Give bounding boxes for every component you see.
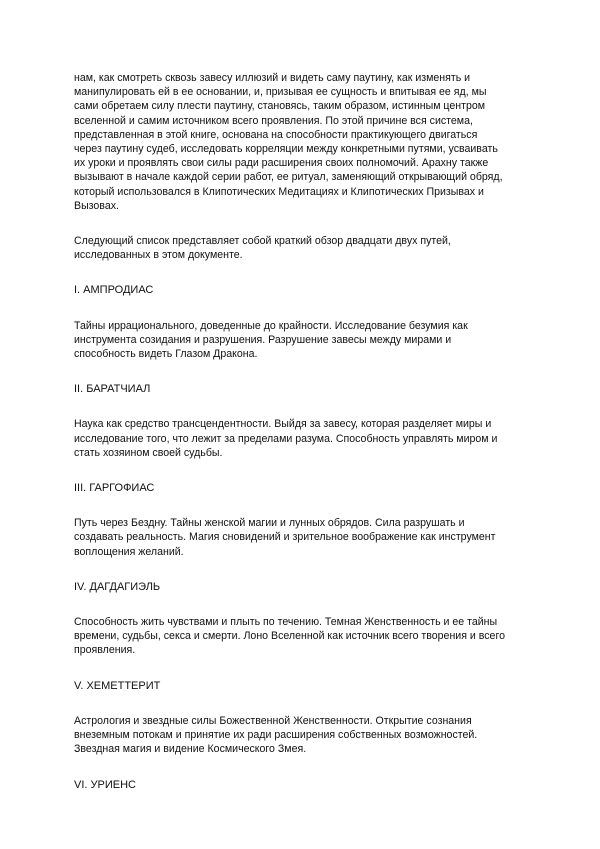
path-section bbox=[74, 679, 534, 757]
path-heading: V. ХЕМЕТТЕРИТ bbox=[74, 679, 161, 692]
path-section bbox=[74, 580, 534, 658]
path-section bbox=[74, 481, 534, 559]
path-section bbox=[74, 283, 534, 361]
document-body bbox=[74, 71, 534, 813]
path-description: Тайны иррационального, доведенные до крайности. Исследование безумия как инструмента созидания и разрушения. Разрушение завесы между мирами и способность видеть Глазом Дракона. bbox=[74, 319, 468, 361]
path-heading: I. АМПРОДИАС bbox=[74, 284, 154, 297]
path-description: Способность жить чувствами и плыть по течению. Темная Женственность и ее тайны времени, судьбы, секса и смерти. Лоно Вселенной как источник всего творения и всего проявления. bbox=[74, 616, 505, 657]
path-section bbox=[74, 382, 534, 460]
path-heading: IV. ДАГДАГИЭЛЬ bbox=[74, 580, 161, 593]
intro-paragraph: нам, как смотреть сквозь завесу иллюзий и видеть саму паутину, как изменять и манипулировать ей в ее основании, и, призывая ее сущность и впитывая ее яд, мы сами обретаем силу плести паутину, становясь, таким образом, истинным центром вселенной и самим источником всего проявления. По этой причине вся система, представленная в этой книге, основана на способности практикующего двигаться через паутину судеб, исследовать корреляции между конкретными путями, усваивать их уроки и проявлять свои силы ради расширения своих полномочий. Арахну также вызывают в начале каждой серии работ, ее ритуал, заменяющий открывающий обряд, который использовался в Клипотических Медитациях и Клипотических Призывах и Вызовах. bbox=[74, 72, 503, 212]
path-description: Астрология и звездные силы Божественной Женственности. Открытие сознания внеземным потокам и принятие их ради расширения собственных возможностей. Звездная магия и видение Космического Змея. bbox=[74, 714, 478, 756]
path-section bbox=[74, 778, 534, 792]
intro-paragraph: Следующий список представляет собой краткий обзор двадцати двух путей, исследованных в этом документе. bbox=[74, 235, 451, 262]
path-description: Наука как средство трансцендентности. Выйдя за завесу, которая разделяет миры и исследование того, что лежит за пределами разума. Способность управлять миром и стать хозяином своей судьбы. bbox=[74, 418, 498, 459]
path-heading: III. ГАРГОФИАС bbox=[74, 482, 155, 495]
path-heading: II. БАРАТЧИАЛ bbox=[74, 383, 151, 396]
path-description: Путь через Бездну. Тайны женской магии и лунных обрядов. Сила разрушать и создавать реальность. Магия сновидений и зрительное воображение как инструмент воплощения желаний. bbox=[74, 517, 496, 558]
path-heading: VI. УРИЕНС bbox=[74, 778, 136, 791]
